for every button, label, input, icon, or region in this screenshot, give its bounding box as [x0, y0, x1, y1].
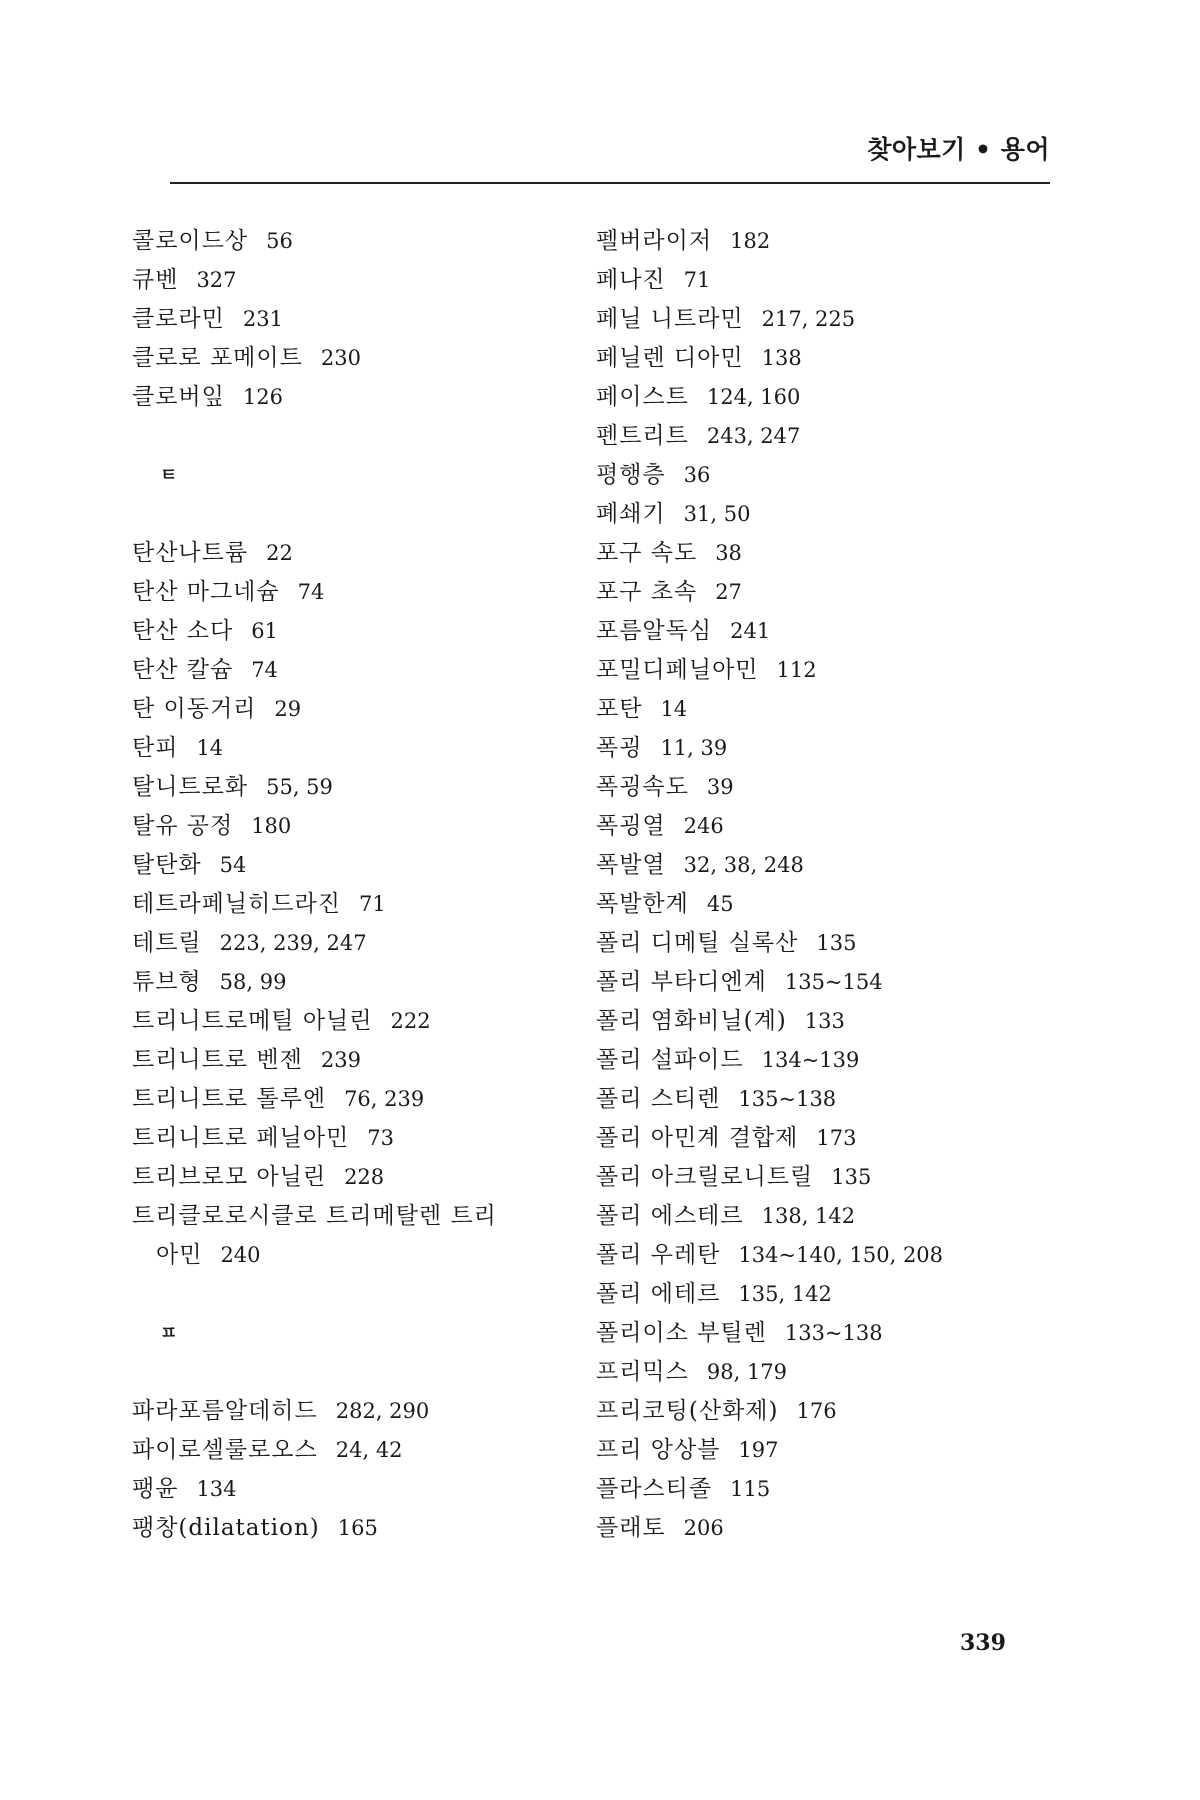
index-pages: 54	[219, 853, 247, 877]
index-pages: 134~140, 150, 208	[738, 1243, 944, 1267]
index-term: 폴리 스티렌	[596, 1086, 721, 1112]
index-pages: 133	[804, 1009, 845, 1033]
index-entry	[132, 1158, 572, 1197]
index-term: 탄피	[132, 735, 179, 761]
index-entry	[596, 261, 1036, 300]
running-header: 찾아보기 • 용어	[867, 135, 1050, 164]
index-pages: 55, 59	[266, 775, 333, 799]
index-term: 폭발한계	[596, 891, 689, 917]
index-pages: 71	[683, 268, 711, 292]
index-term: 포탄	[596, 696, 643, 722]
index-entry	[596, 924, 1036, 963]
section-heading: ㅍ	[160, 1323, 178, 1344]
index-term: 클로라민	[132, 306, 225, 332]
index-term: 트리브로모 아닐린	[132, 1164, 327, 1190]
index-entry	[596, 222, 1036, 261]
index-pages: 239	[320, 1048, 361, 1072]
index-pages: 29	[274, 697, 302, 721]
index-entry	[596, 1314, 1036, 1353]
index-pages: 74	[297, 580, 325, 604]
index-term: 트리니트로 페닐아민	[132, 1125, 350, 1151]
index-pages: 228	[344, 1165, 385, 1189]
index-pages: 32, 38, 248	[683, 853, 804, 877]
section-spacer	[132, 495, 572, 534]
index-entry	[132, 885, 572, 924]
index-pages: 115	[730, 1477, 771, 1501]
index-entry	[596, 1392, 1036, 1431]
index-pages: 56	[266, 229, 293, 253]
index-pages: 133~138	[784, 1321, 883, 1345]
index-term: 폴리 우레탄	[596, 1242, 721, 1268]
index-pages: 24, 42	[335, 1438, 403, 1462]
index-term: 폭굉속도	[596, 774, 689, 800]
index-entry	[132, 651, 572, 690]
index-term: 프리믹스	[596, 1359, 689, 1385]
index-term: 플라스티졸	[596, 1476, 713, 1502]
index-entry	[132, 1080, 572, 1119]
index-entry	[596, 1470, 1036, 1509]
index-entry	[596, 378, 1036, 417]
index-term: 트리니트로메틸 아닐린	[132, 1008, 373, 1034]
index-entry	[596, 1431, 1036, 1470]
index-term: 폴리 아민계 결합제	[596, 1125, 799, 1151]
index-pages: 176	[796, 1399, 837, 1423]
index-pages: 98, 179	[706, 1360, 788, 1384]
page-number: 339	[960, 1630, 1006, 1656]
index-entry	[596, 534, 1036, 573]
section-spacer	[132, 1353, 572, 1392]
index-term: 폭굉열	[596, 813, 666, 839]
index-term: 탄산 칼슘	[132, 657, 234, 683]
index-column-left	[132, 222, 572, 1548]
index-pages: 197	[738, 1438, 779, 1462]
index-entry	[596, 846, 1036, 885]
index-term: 플래토	[596, 1515, 666, 1541]
index-term: 트리니트로 톨루엔	[132, 1086, 327, 1112]
index-pages: 165	[337, 1516, 378, 1540]
index-term: 테트릴	[132, 930, 202, 956]
index-entry	[596, 1080, 1036, 1119]
index-term: 폭굉	[596, 735, 643, 761]
index-pages: 241	[730, 619, 771, 643]
index-entry	[596, 1041, 1036, 1080]
index-term: 파이로셀룰로오스	[132, 1437, 318, 1463]
index-pages: 135~138	[738, 1087, 837, 1111]
index-pages: 38	[715, 541, 742, 565]
index-pages: 222	[390, 1009, 431, 1033]
index-term: 포구 초속	[596, 579, 698, 605]
index-pages: 36	[683, 463, 711, 487]
index-entry	[596, 1509, 1036, 1548]
index-pages: 11, 39	[660, 736, 728, 760]
index-pages: 282, 290	[335, 1399, 430, 1423]
index-term: 테트라페닐히드라진	[132, 891, 341, 917]
index-entry	[132, 690, 572, 729]
index-entry	[132, 1197, 572, 1236]
index-entry	[596, 690, 1036, 729]
index-entry	[596, 729, 1036, 768]
index-entry	[132, 300, 572, 339]
index-entry	[596, 612, 1036, 651]
index-entry	[596, 1002, 1036, 1041]
index-term: 탈유 공정	[132, 813, 234, 839]
index-pages: 138, 142	[761, 1204, 856, 1228]
index-term: 탈탄화	[132, 852, 202, 878]
index-pages: 112	[776, 658, 817, 682]
index-term: 폴리 부타디엔계	[596, 969, 767, 995]
index-pages: 327	[196, 268, 237, 292]
index-entry	[132, 1236, 572, 1275]
index-term: 폐쇄기	[596, 501, 666, 527]
index-pages: 39	[706, 775, 734, 799]
index-term: 폴리 에스테르	[596, 1203, 744, 1229]
index-term: 탈니트로화	[132, 774, 249, 800]
index-pages: 126	[242, 385, 283, 409]
index-entry	[596, 885, 1036, 924]
index-entry	[132, 768, 572, 807]
index-entry	[596, 1353, 1036, 1392]
index-term: 탄산 소다	[132, 618, 234, 644]
index-pages: 135~154	[784, 970, 883, 994]
index-term: 클로로 포메이트	[132, 345, 303, 371]
index-entry	[596, 963, 1036, 1002]
index-entry	[132, 1470, 572, 1509]
index-term: 포구 속도	[596, 540, 698, 566]
index-pages: 58, 99	[219, 970, 287, 994]
index-term: 탄 이동거리	[132, 696, 257, 722]
index-pages: 71	[358, 892, 386, 916]
index-pages: 61	[251, 619, 278, 643]
index-term: 폴리 에테르	[596, 1281, 721, 1307]
index-entry	[132, 573, 572, 612]
index-entry	[132, 729, 572, 768]
index-term: 페닐 니트라민	[596, 306, 744, 332]
index-entry	[132, 924, 572, 963]
index-pages: 14	[660, 697, 688, 721]
index-term: 프리 앙상블	[596, 1437, 721, 1463]
index-entry	[596, 495, 1036, 534]
index-term: 탄산나트륨	[132, 540, 249, 566]
index-pages: 76, 239	[344, 1087, 425, 1111]
index-entry	[596, 417, 1036, 456]
index-entry	[132, 261, 572, 300]
index-pages: 173	[816, 1126, 857, 1150]
index-pages: 223, 239, 247	[219, 931, 367, 955]
index-pages: 246	[683, 814, 724, 838]
index-term: 프리코팅(산화제)	[596, 1398, 779, 1424]
index-entry	[132, 1041, 572, 1080]
index-entry	[596, 456, 1036, 495]
index-pages: 135	[831, 1165, 872, 1189]
header-rule	[170, 182, 1050, 184]
index-entry	[132, 612, 572, 651]
index-pages: 240	[220, 1243, 261, 1267]
index-column-right	[596, 222, 1036, 1548]
index-term: 펜트리트	[596, 423, 689, 449]
index-term: 클로버잎	[132, 384, 225, 410]
index-term: 포름알독심	[596, 618, 713, 644]
index-pages: 124, 160	[706, 385, 801, 409]
index-term: 팽창(dilatation)	[132, 1515, 320, 1541]
index-term: 아민	[156, 1242, 203, 1268]
index-pages: 135, 142	[738, 1282, 832, 1306]
index-pages: 134	[196, 1477, 237, 1501]
index-term: 트리니트로 벤젠	[132, 1047, 303, 1073]
index-term: 포밀디페닐아민	[596, 657, 759, 683]
index-term: 폴리이소 부틸렌	[596, 1320, 767, 1346]
index-term: 펠버라이저	[596, 228, 713, 254]
index-entry	[596, 1158, 1036, 1197]
index-term: 폭발열	[596, 852, 666, 878]
index-term: 페닐렌 디아민	[596, 345, 744, 371]
index-entry	[596, 1236, 1036, 1275]
index-pages: 243, 247	[706, 424, 801, 448]
index-term: 파라포름알데히드	[132, 1398, 318, 1424]
index-pages: 180	[251, 814, 292, 838]
index-pages: 135	[816, 931, 857, 955]
index-pages: 45	[706, 892, 734, 916]
index-entry	[132, 534, 572, 573]
index-term: 페이스트	[596, 384, 689, 410]
section-heading: ㅌ	[160, 465, 178, 486]
index-entry	[596, 339, 1036, 378]
index-term: 폴리 아크릴로니트릴	[596, 1164, 814, 1190]
index-term: 튜브형	[132, 969, 202, 995]
index-entry	[596, 768, 1036, 807]
index-entry	[596, 1119, 1036, 1158]
index-pages: 134~139	[761, 1048, 860, 1072]
index-term: 폴리 디메틸 실록산	[596, 930, 799, 956]
index-pages: 22	[266, 541, 293, 565]
index-term: 콜로이드상	[132, 228, 249, 254]
index-entry	[132, 378, 572, 417]
index-entry	[132, 846, 572, 885]
index-entry	[132, 1431, 572, 1470]
index-pages: 138	[761, 346, 802, 370]
index-pages: 27	[715, 580, 742, 604]
index-entry	[132, 807, 572, 846]
index-entry	[596, 1275, 1036, 1314]
index-entry	[596, 651, 1036, 690]
index-pages: 230	[320, 346, 361, 370]
index-pages: 217, 225	[761, 307, 856, 331]
index-term: 큐벤	[132, 267, 179, 293]
index-term: 평행층	[596, 462, 666, 488]
index-pages: 231	[242, 307, 283, 331]
index-entry	[596, 807, 1036, 846]
index-pages: 74	[251, 658, 278, 682]
index-entry	[596, 573, 1036, 612]
index-pages: 206	[683, 1516, 724, 1540]
index-term: 폴리 염화비닐(계)	[596, 1008, 787, 1034]
index-entry	[132, 1002, 572, 1041]
index-term: 폴리 설파이드	[596, 1047, 744, 1073]
index-term: 트리클로로시클로 트리메탈렌 트리	[132, 1203, 497, 1229]
index-entry	[132, 1509, 572, 1548]
index-pages: 73	[367, 1126, 395, 1150]
index-term: 페나진	[596, 267, 666, 293]
section-spacer	[132, 1275, 572, 1314]
index-entry	[132, 1119, 572, 1158]
index-entry	[132, 1392, 572, 1431]
index-entry	[132, 963, 572, 1002]
index-entry	[596, 300, 1036, 339]
index-term: 탄산 마그네슘	[132, 579, 280, 605]
index-term: 팽윤	[132, 1476, 179, 1502]
index-entry	[132, 222, 572, 261]
index-pages: 31, 50	[683, 502, 751, 526]
index-entry	[596, 1197, 1036, 1236]
index-entry	[132, 339, 572, 378]
index-pages: 182	[730, 229, 771, 253]
index-pages: 14	[196, 736, 224, 760]
section-spacer	[132, 417, 572, 456]
